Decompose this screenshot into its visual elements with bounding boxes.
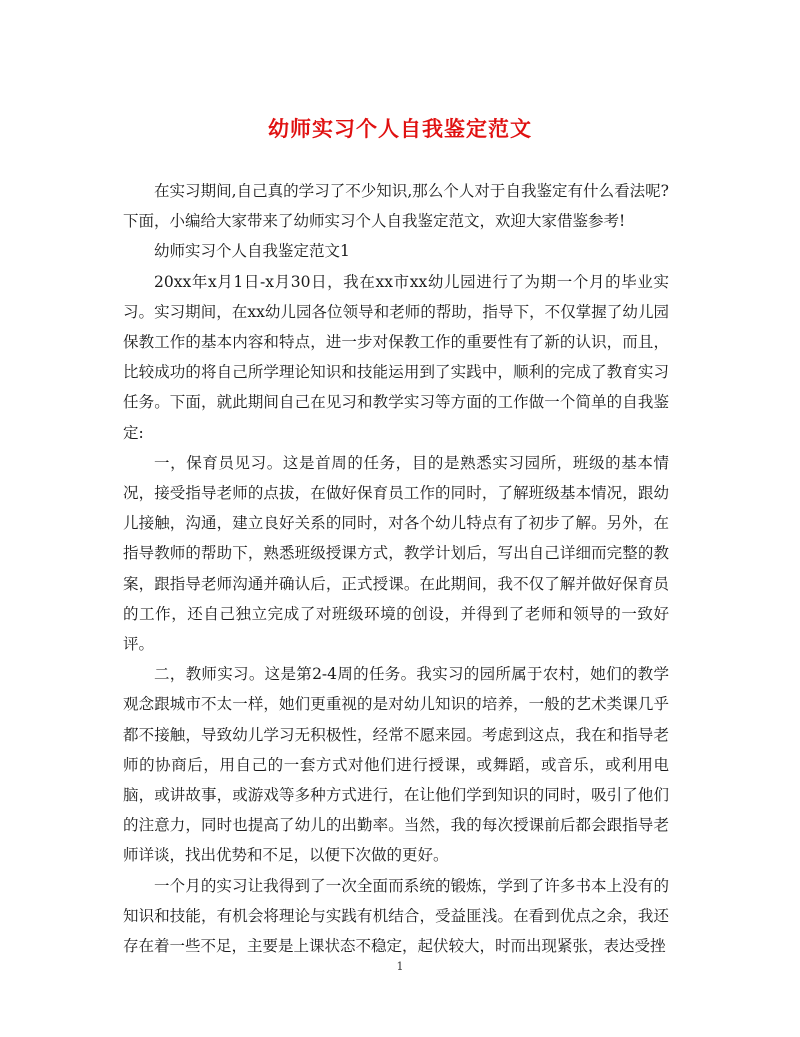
page-number: 1 <box>396 960 404 973</box>
paragraph-intro: 在实习期间,自己真的学习了不少知识,那么个人对于自我鉴定有什么看法呢?下面，小编给大家带来了幼师实习个人自我鉴定范文，欢迎大家借鉴参考! <box>123 182 669 231</box>
document-body <box>123 176 669 961</box>
paragraph-nursery-observation: 一，保育员见习。这是首周的任务，目的是熟悉实习园所，班级的基本情况，接受指导老师的点拔，在做好保育员工作的同时，了解班级基本情况，跟幼儿接触，沟通，建立良好关系的同时，对各个幼儿特点有了初步了解。另外，在指导教师的帮助下，熟悉班级授课方式，教学计划后，写出自己详细而完整的教案，跟指导老师沟通并确认后，正式授课。在此期间，我不仅了解并做好保育员的工作，还自己独立完成了对班级环境的创设，并得到了老师和领导的一致好评。 <box>123 453 669 654</box>
document-title: 幼师实习个人自我鉴定范文 <box>268 116 532 141</box>
paragraph-subtitle: 幼师实习个人自我鉴定范文1 <box>154 242 350 261</box>
paragraph-summary: 一个月的实习让我得到了一次全面而系统的锻炼，学到了许多书本上没有的知识和技能，有机会将理论与实践有机结合，受益匪浅。在看到优点之余，我还存在着一些不足，主要是上课状态不稳定，起伏较大，时而出现紧张，表达受挫 <box>123 876 669 956</box>
paragraph-overview: 20xx年x月1日-x月30日，我在xx市xx幼儿园进行了为期一个月的毕业实习。实习期间，在xx幼儿园各位领导和老师的帮助，指导下，不仅掌握了幼儿园保教工作的基本内容和特点，进一步对保教工作的重要性有了新的认识，而且，比较成功的将自己所学理论知识和技能运用到了实践中，顺利的完成了教育实习任务。下面，就此期间自己在见习和教学实习等方面的工作做一个简单的自我鉴定: <box>123 272 669 442</box>
paragraph-teacher-practice: 二，教师实习。这是第2-4周的任务。我实习的园所属于农村，她们的教学观念跟城市不太一样，她们更重视的是对幼儿知识的培养，一般的艺术类课几乎都不接触，导致幼儿学习无积极性，经常不愿来园。考虑到这点，我在和指导老师的协商后，用自己的一套方式对他们进行授课，或舞蹈，或音乐，或利用电脑，或讲故事，或游戏等多种方式进行，在让他们学到知识的同时，吸引了他们的注意力，同时也提高了幼儿的出勤率。当然，我的每次授课前后都会跟指导老师详谈，找出优势和不足，以便下次做的更好。 <box>123 665 669 865</box>
